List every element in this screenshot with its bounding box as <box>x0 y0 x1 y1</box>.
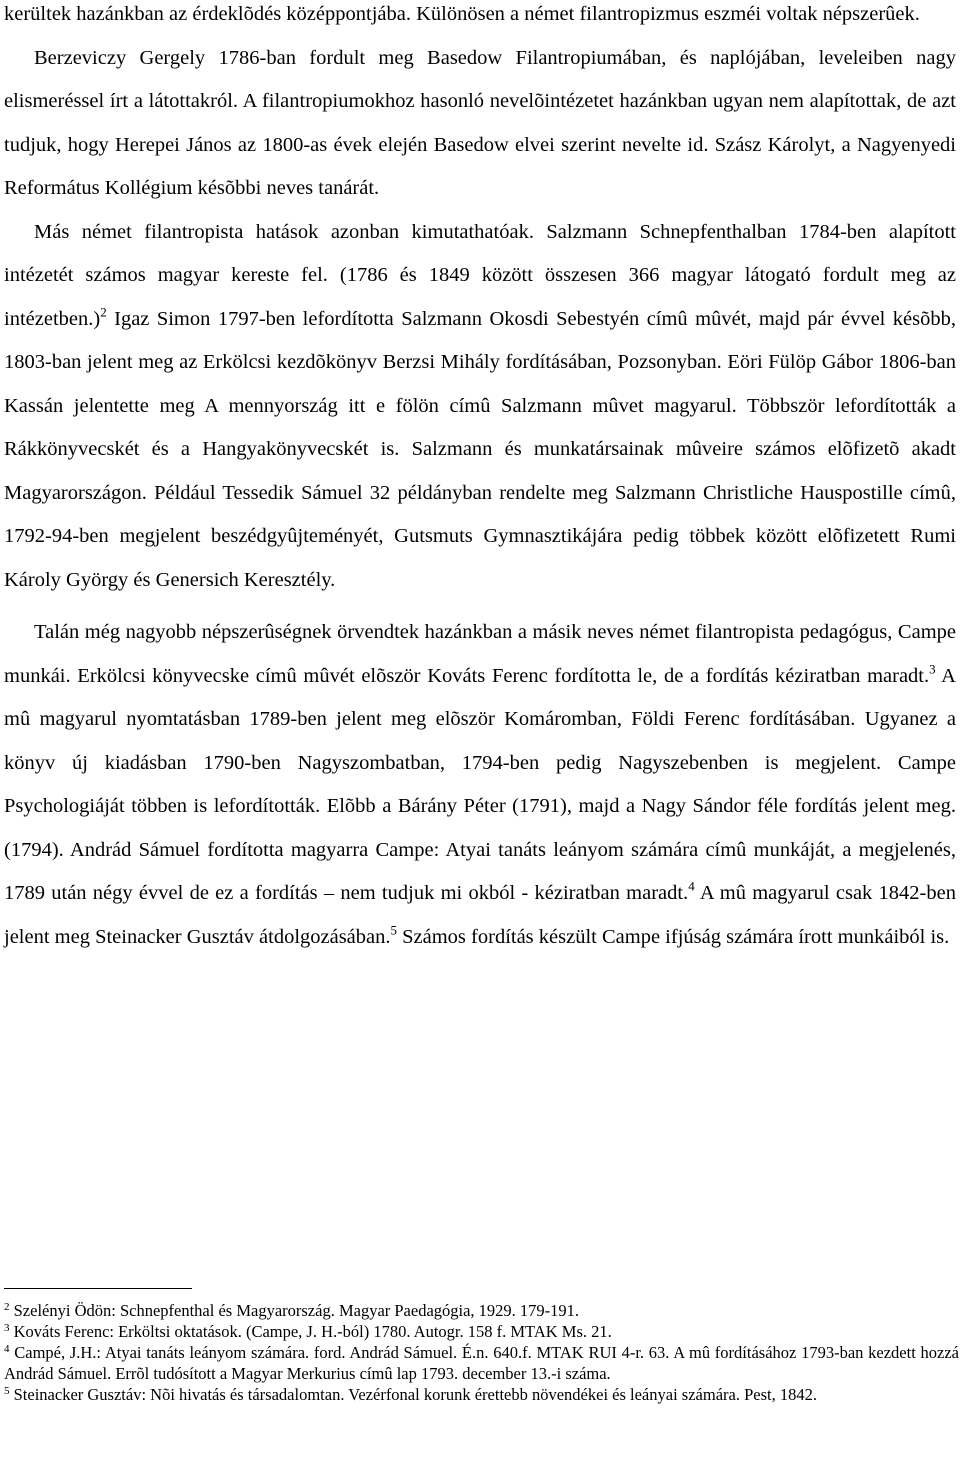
footnote-ref: 4 <box>688 878 695 894</box>
footnote-text: Szelényi Ödön: Schnepfenthal és Magyarország. Magyar Paedagógia, 1929. 179-191. <box>9 1301 580 1320</box>
footnote <box>4 1384 959 1405</box>
paragraph <box>4 211 956 603</box>
paragraph-text: A mû magyarul csak 1842-ben jelent meg Steinacker Gusztáv átdolgozásában. <box>4 882 956 948</box>
footnote-number: 5 <box>4 1384 10 1397</box>
paragraph-text: Más német filantropista hatások azonban kimutathatóak. Salzmann Schnepfenthalban 1784-ben alapított intézetét számos magyar kereste fel. (1786 és 1849 között összesen 366 magyar látogató fordult meg az intézetben.) <box>4 220 956 330</box>
footnote <box>4 1321 959 1342</box>
paragraph-text: Számos fordítás készült Campe ifjúság számára írott munkáiból is. <box>397 925 950 948</box>
paragraph-text: Talán még nagyobb népszerûségnek örvendtek hazánkban a másik neves német filantropista pedagógus, Campe munkái. Erkölcsi könyvecske címû mûvét elõször Kováts Ferenc fordította le, de a fordítás kéziratban maradt. <box>4 621 956 687</box>
footnote-ref: 3 <box>929 661 936 677</box>
footnote-number: 4 <box>4 1342 10 1355</box>
footnote-number: 3 <box>4 1321 10 1334</box>
paragraph-text: Igaz Simon 1797-ben lefordította Salzmann Okosdi Sebestyén címû mûvét, majd pár évvel késõbb, 1803-ban jelent meg az Erkölcsi kezdõkönyv Berzsi Mihály fordításában, Pozsonyban. Eöri Fülöp Gábor 1806-ban Kassán jelentette meg A mennyország itt e fölön címû Salzmann mûvet magyarul. Többször lefordították a Rákkönyvecskét és a Hangyakönyvecskét is. Salzmann és munkatársainak mûveire számos elõfizetõ akadt Magyarországon. Például Tessedik Sámuel 32 példányban rendelte meg Salzmann Christliche Hauspostille címû, 1792-94-ben megjelent beszédgyûjteményét, Gutsmuts Gymnasztikájára pedig többek között elõfizetett Rumi Károly György és Genersich Keresztély. <box>4 307 956 591</box>
paragraph-text: Berzeviczy Gergely 1786-ban fordult meg Basedow Filantropiumában, és naplójában, leveleiben nagy elismeréssel írt a látottakról. A filantropiumokhoz hasonló nevelõintézetet hazánkban ugyan nem alapítottak, de azt tudjuk, hogy Herepei János az 1800-as évek elején Basedow elvei szerint nevelte id. Szász Károlyt, a Nagyenyedi Református Kollégium késõbbi neves tanárát. <box>4 46 956 199</box>
body-text <box>4 0 956 959</box>
footnote-separator <box>4 1288 192 1289</box>
paragraph-text: kerültek hazánkban az érdeklõdés középpontjába. Különösen a német filantropizmus eszméi voltak népszerûek. <box>4 3 920 25</box>
document-page <box>4 0 959 1404</box>
footnote <box>4 1342 959 1384</box>
footnote-text: Campé, J.H.: Atyai tanáts leányom számára. ford. Andrád Sámuel. É.n. 640.f. MTAK RUI 4-r. 63. A mû fordításához 1793-ban kezdett hozzá Andrád Sámuel. Errõl tudósított a Magyar Merkurius címû lap 1793. december 13.-i száma. <box>4 1343 959 1383</box>
footnote-number: 2 <box>4 1300 10 1313</box>
paragraph <box>4 37 956 211</box>
footnote <box>4 1300 959 1321</box>
footnotes <box>4 1300 959 1405</box>
footnote-ref: 5 <box>390 922 398 938</box>
paragraph <box>4 0 956 37</box>
footnote-ref: 2 <box>100 304 107 320</box>
paragraph <box>4 611 956 959</box>
footnote-text: Kováts Ferenc: Erköltsi oktatások. (Campe, J. H.-ból) 1780. Autogr. 158 f. MTAK Ms. 21. <box>9 1322 612 1341</box>
paragraph-text: A mû magyarul nyomtatásban 1789-ben jelent meg elõször Komáromban, Földi Ferenc fordításában. Ugyanez a könyv új kiadásban 1790-ben Nagyszombatban, 1794-ben pedig Nagyszebenben is megjelent. Campe Psychologiáját többen is lefordították. Elõbb a Bárány Péter (1791), majd a Nagy Sándor féle fordítás jelent meg. (1794). Andrád Sámuel fordította magyarra Campe: Atyai tanáts leányom számára címû munkáját, a megjelenés, 1789 után négy évvel de ez a fordítás – nem tudjuk mi okból - kéziratban maradt. <box>4 664 956 904</box>
footnote-text: Steinacker Gusztáv: Nõi hivatás és társadalomtan. Vezérfonal korunk érettebb növendékei és leányai számára. Pest, 1842. <box>9 1385 817 1404</box>
